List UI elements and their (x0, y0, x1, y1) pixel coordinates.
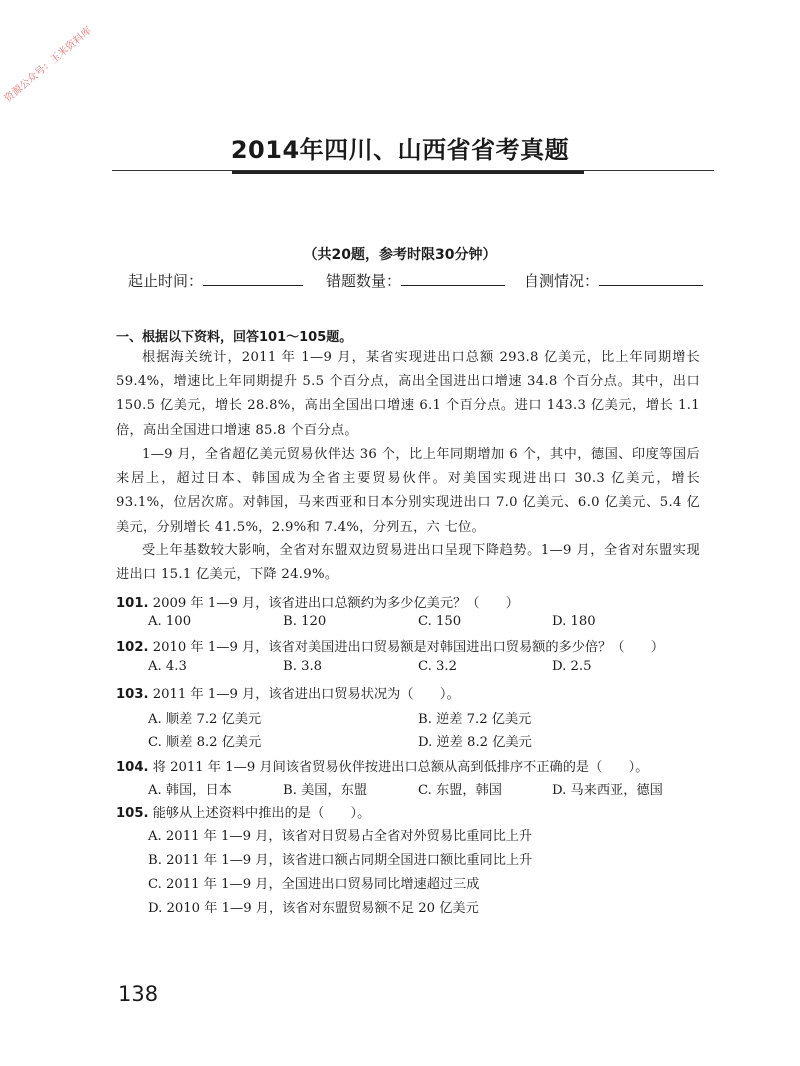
wrong-count-field (326, 270, 505, 291)
option-102-d: D. 2.5 (552, 659, 592, 674)
option-104-b: B. 美国，东盟 (283, 783, 368, 798)
option-103-d: D. 逆差 8.2 亿美元 (418, 735, 532, 750)
question-number: 104. (116, 760, 149, 775)
wrong-count-label: 错题数量： (326, 272, 402, 290)
option-105-c: C. 2011 年 1—9 月，全国进出口贸易同比增速超过三成 (148, 877, 480, 892)
option-103-b: B. 逆差 7.2 亿美元 (418, 712, 532, 727)
option-101-c: C. 150 (418, 614, 462, 629)
question-105 (116, 802, 370, 821)
question-text: 2010 年 1—9 月，该省对美国进出口贸易额是对韩国进出口贸易额的多少倍？（ ） (152, 640, 665, 655)
passage-paragraph-2: 1—9 月，全省超亿美元贸易伙伴达 36 个，比上年同期增加 6 个，其中，德国、印度等国后来居上，超过日本、韩国成为全省主要贸易伙伴。对美国实现进出口 30.3 亿美元，增长 93.1%，位居次席。对韩国，马来西亚和日本分别实现进出口 7.0 亿美元、6.0 亿美元、5.4 亿美元，分别增长 41.5%，2.9%和 7.4%，分列五，六 七位。 (116, 447, 700, 535)
self-test-label: 自测情况： (524, 272, 600, 290)
title-rule-thick (232, 171, 584, 174)
question-text: 2011 年 1—9 月，该省进出口贸易状况为（ ）。 (152, 687, 460, 702)
self-test-blank (599, 272, 703, 286)
option-101-a: A. 100 (148, 614, 192, 629)
question-text: 能够从上述资料中推出的是（ ）。 (152, 806, 371, 821)
question-text: 2009 年 1—9 月，该省进出口总额约为多少亿美元？（ ） (152, 596, 519, 611)
option-105-b: B. 2011 年 1—9 月，该省进口额占同期全国进口额比重同比上升 (148, 853, 533, 868)
question-101 (116, 592, 519, 611)
start-time-label: 起止时间： (128, 272, 204, 290)
page-subtitle: （共20题，参考时限30分钟） (303, 247, 497, 263)
option-101-b: B. 120 (283, 614, 327, 629)
passage-paragraph-1: 根据海关统计，2011 年 1—9 月，某省实现进出口总额 293.8 亿美元，比上年同期增长 59.4%，增速比上年同期提升 5.5 个百分点，高出全国进出口增速 34.8 个百分点。其中，出口 150.5 亿美元，增长 28.8%，高出全国出口增速 6.1 个百分点。进口 143.3 亿美元，增长 1.1 倍，高出全国进口增速 85.8 个百分点。 (116, 350, 700, 438)
option-103-c: C. 顺差 8.2 亿美元 (148, 735, 262, 750)
self-test-field (524, 270, 703, 291)
option-102-b: B. 3.8 (283, 659, 323, 674)
option-102-c: C. 3.2 (418, 659, 457, 674)
section-heading: 一、根据以下资料，回答101～105题。 (116, 330, 353, 345)
option-104-d: D. 马来西亚，德国 (552, 783, 663, 798)
option-105-a: A. 2011 年 1—9 月，该省对日贸易占全省对外贸易比重同比上升 (148, 829, 533, 844)
option-103-a: A. 顺差 7.2 亿美元 (148, 712, 262, 727)
question-102 (116, 636, 664, 655)
question-number: 101. (116, 596, 149, 611)
question-104 (116, 756, 648, 775)
option-102-a: A. 4.3 (148, 659, 187, 674)
option-104-c: C. 东盟，韩国 (418, 783, 502, 798)
question-number: 103. (116, 687, 149, 702)
page-title: 2014年四川、山西省省考真题 (230, 136, 570, 164)
page-number: 138 (118, 982, 159, 1006)
question-103 (116, 683, 460, 702)
option-105-d: D. 2010 年 1—9 月，该省对东盟贸易额不足 20 亿美元 (148, 901, 479, 916)
watermark: 资源公众号：玉米资料库 (2, 25, 94, 105)
option-104-a: A. 韩国，日本 (148, 783, 232, 798)
question-number: 105. (116, 806, 149, 821)
start-time-field (128, 270, 303, 291)
question-text: 将 2011 年 1—9 月间该省贸易伙伴按进出口总额从高到低排序不正确的是（ ）。 (152, 760, 649, 775)
start-time-blank (203, 272, 303, 286)
option-101-d: D. 180 (552, 614, 596, 629)
wrong-count-blank (401, 272, 505, 286)
question-number: 102. (116, 640, 149, 655)
passage-paragraph-3: 受上年基数较大影响，全省对东盟双边贸易进出口呈现下降趋势。1—9 月，全省对东盟实现进出口 15.1 亿美元，下降 24.9%。 (116, 543, 700, 583)
